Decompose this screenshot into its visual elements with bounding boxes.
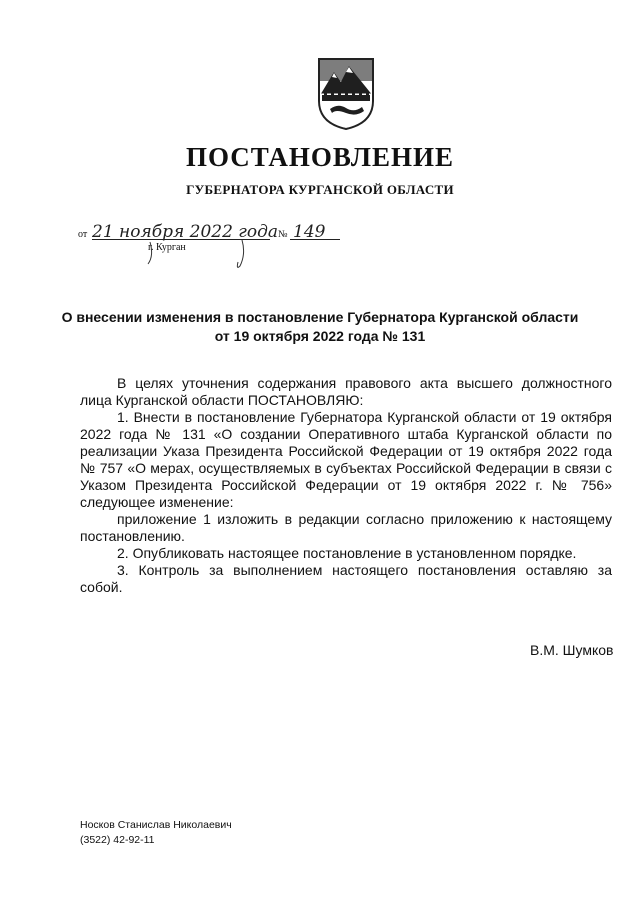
body-paragraph: приложение 1 изложить в редакции согласно приложению к настоящему постановлению. xyxy=(80,511,612,544)
number-prefix: № xyxy=(278,229,288,240)
contact-name: Носков Станислав Николаевич xyxy=(80,819,232,831)
document-title: ПОСТАНОВЛЕНИЕ xyxy=(185,142,455,172)
document-issuer: ГУБЕРНАТОРА КУРГАНСКОЙ ОБЛАСТИ xyxy=(186,182,454,197)
body-paragraph: В целях уточнения содержания правового акта высшего должностного лица Курганской области ПОСТАНОВЛЯЮ: xyxy=(80,375,612,408)
coat-of-arms-emblem xyxy=(316,55,376,131)
heading-line-2: от 19 октября 2022 года № 131 xyxy=(214,328,426,344)
body-paragraph: 2. Опубликовать настоящее постановление в установленном порядке. xyxy=(117,545,577,561)
handwritten-scribble xyxy=(146,236,256,270)
contact-block xyxy=(80,818,232,848)
handwritten-number: 149 xyxy=(293,222,326,242)
heading-line-1: О внесении изменения в постановление Губернатора Курганской области xyxy=(61,309,579,325)
body-paragraph: 1. Внести в постановление Губернатора Курганской области от 19 октября 2022 года № 131 «О создании Оперативного штаба Курганской области по реализации Указа Президента Российской Федерации от 19 октября 2022 года № 757 «О мерах, осуществляемых в субъектах Российской Федерации в связи с Указом Президента Российской Федерации от 19 октября 2022 г. № 756» следующее изменение: xyxy=(80,409,612,510)
contact-phone: (3522) 42-92-11 xyxy=(80,834,155,846)
document-body xyxy=(80,375,612,596)
city-label: г. Курган xyxy=(148,242,186,253)
document-heading xyxy=(0,308,640,346)
body-paragraph: 3. Контроль за выполнением настоящего постановления оставляю за собой. xyxy=(80,562,612,595)
date-prefix: от xyxy=(78,229,88,240)
signatory-name: В.М. Шумков xyxy=(530,642,614,658)
handwritten-date: 21 ноября 2022 года xyxy=(92,222,279,242)
